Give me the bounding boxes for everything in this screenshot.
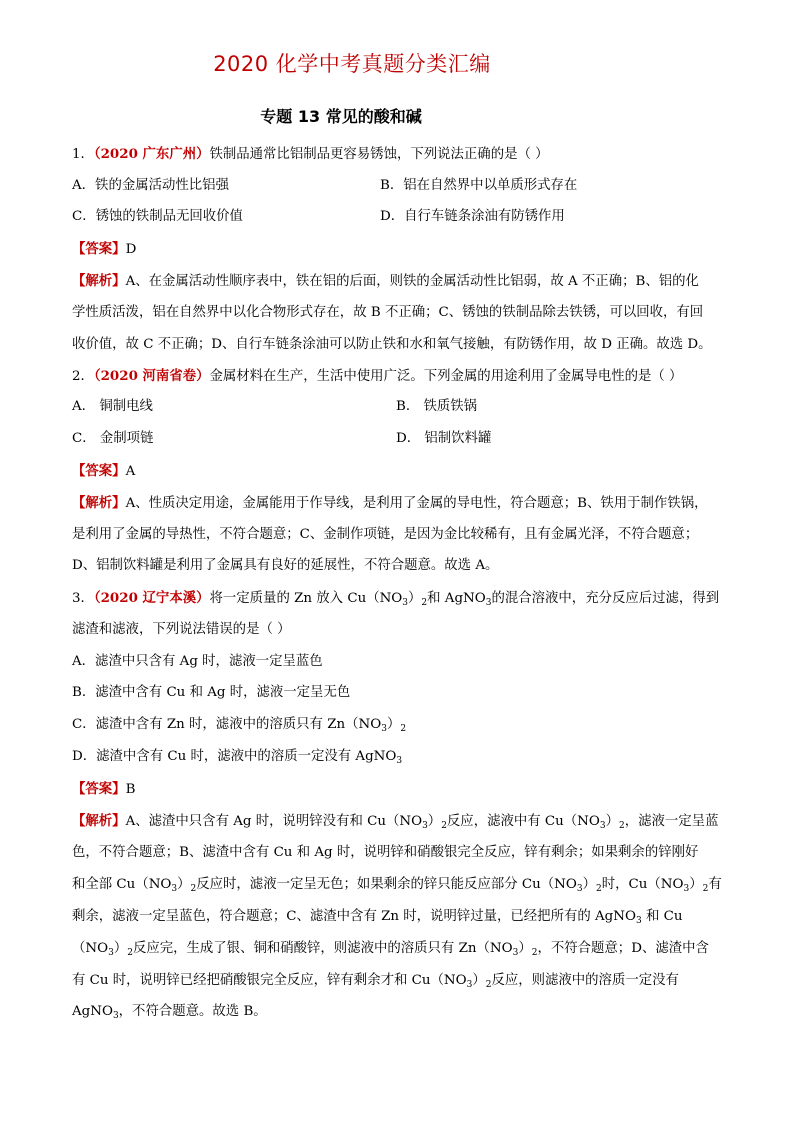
analysis-text: 有 Cu 时，说明锌已经把硝酸银完全反应，锌有剩余才和 Cu（NO	[72, 973, 467, 988]
q2-answer	[72, 462, 724, 481]
q1-analysis-line-3: 收价值，故 C 不正确；D、自行车链条涂油可以防止铁和水和氧气接触，有防锈作用，故 D 正确。故选 D。	[72, 337, 712, 352]
q1-answer	[72, 240, 724, 259]
question-text: 将一定质量的 Zn 放入 Cu（NO	[209, 591, 403, 606]
subscript: 3	[635, 916, 642, 926]
analysis-text: 反应完，生成了银、铜和硝酸锌，则滤液中的溶质只有 Zn（NO	[132, 941, 513, 956]
q1-analysis-line-1	[72, 272, 724, 291]
subscript: 2	[190, 884, 197, 894]
question-number: 3．	[72, 591, 94, 606]
subscript: 3	[381, 724, 387, 734]
answer-tag: 【答案】	[72, 781, 126, 797]
analysis-text: AgNO	[72, 1004, 113, 1019]
subscript: 3	[599, 821, 606, 831]
analysis-text: 反应，滤液中有 Cu（NO	[446, 814, 600, 829]
q3-answer	[72, 780, 724, 799]
question-number: 2．	[72, 369, 94, 384]
q2-option-c: C． 金制项链	[72, 431, 154, 446]
analysis-text: 有	[708, 877, 722, 892]
option-text: ）	[386, 717, 401, 732]
subscript: 2	[400, 724, 407, 734]
analysis-text: ）	[177, 877, 191, 892]
subscript: 3	[683, 884, 690, 894]
topic-subtitle: 专题 13 常见的酸和碱	[260, 107, 422, 126]
subscript: 3	[485, 598, 492, 608]
q2-analysis-line-2: 是利用了金属的导热性，不符合题意；C、金制作项链，是因为金比较稀有，且有金属光泽，不符合题意；	[72, 527, 699, 542]
analysis-text: ）	[427, 814, 442, 829]
subscript: 2	[619, 821, 625, 831]
analysis-tag: 【解析】	[72, 273, 126, 289]
q3-analysis-line-6	[72, 972, 724, 994]
subscript: 3	[576, 884, 583, 894]
q3-analysis-line-7	[72, 1003, 724, 1025]
q1-option-d: D．自行车链条涂油有防锈作用	[380, 209, 565, 224]
analysis-text: 和全部 Cu（NO	[72, 877, 172, 892]
subscript: 2	[441, 821, 447, 831]
q2-option-b: B． 铁质铁锅	[396, 399, 478, 414]
question-source: （2020 辽宁本溪）	[93, 590, 210, 606]
question-text: 的混合溶液中，充分反应后过滤，得到	[491, 591, 720, 606]
subscript: 2	[421, 598, 428, 608]
q3-option-d	[72, 748, 402, 770]
question-3-stem-line-2: 滤渣和滤液，下列说法错误的是（ ）	[72, 622, 291, 637]
subscript: 2	[485, 980, 492, 990]
q1-option-b: B．铝在自然界中以单质形式存在	[380, 178, 578, 193]
q3-analysis-line-1	[72, 812, 724, 835]
question-text: ）	[408, 591, 422, 606]
question-1-stem	[72, 145, 724, 164]
q2-analysis-line-1	[72, 494, 724, 513]
analysis-text: A、滤渣中只含有 Ag 时，说明锌没有和 Cu（NO	[125, 814, 423, 829]
analysis-text: A、性质决定用途，金属能用于作导线，是利用了金属的导电性，符合题意；B、铁用于制作铁锅，	[125, 496, 708, 511]
analysis-text: ，不符合题意；D、滤渣中含	[537, 941, 709, 956]
q1-analysis-line-2: 学性质活泼，铝在自然界中以化合物形式存在，故 B 不正确；C、锈蚀的铁制品除去铁锈，可以回收，有回	[72, 305, 704, 320]
analysis-text: ）	[689, 877, 703, 892]
subscript: 2	[531, 948, 538, 958]
subscript: 2	[702, 884, 709, 894]
question-text: 和 AgNO	[427, 591, 486, 606]
q1-option-a: A．铁的金属活动性比铝强	[72, 178, 229, 193]
analysis-text: ）	[582, 877, 596, 892]
question-text: 铁制品通常比铝制品更容易锈蚀，下列说法正确的是（ ）	[209, 147, 549, 162]
question-source: （2020 广东广州）	[93, 146, 210, 162]
question-2-stem	[72, 367, 724, 386]
analysis-text: ）	[113, 941, 128, 956]
subscript: 3	[402, 598, 409, 608]
answer-value: D	[125, 242, 137, 257]
q3-option-b: B．滤渣中含有 Cu 和 Ag 时，滤液一定呈无色	[72, 685, 351, 700]
analysis-text: ，不符合题意。故选 B。	[118, 1004, 267, 1019]
subscript: 2	[595, 884, 602, 894]
answer-value: A	[125, 464, 136, 479]
subscript: 3	[112, 1011, 119, 1021]
question-3-stem	[72, 589, 724, 612]
q3-analysis-line-4	[72, 908, 724, 930]
option-text: C．滤渣中含有 Zn 时，滤液中的溶质只有 Zn（NO	[72, 717, 382, 732]
q2-option-a: A． 铜制电线	[72, 399, 153, 414]
q1-option-c: C．锈蚀的铁制品无回收价值	[72, 209, 243, 224]
analysis-text: 时，Cu（NO	[601, 877, 684, 892]
subscript: 3	[171, 884, 178, 894]
subscript: 3	[108, 948, 114, 958]
question-number: 1．	[72, 147, 94, 162]
analysis-text: ）	[518, 941, 532, 956]
answer-value: B	[125, 782, 136, 797]
page-title: 2020 化学中考真题分类汇编	[213, 52, 491, 76]
q3-option-a: A．滤渣中只含有 Ag 时，滤液一定呈蓝色	[72, 654, 323, 669]
q3-option-c	[72, 716, 406, 738]
analysis-text: 剩余，滤液一定呈蓝色，符合题意；C、滤渣中含有 Zn 时，说明锌过量，已经把所有的 AgNO	[72, 909, 636, 924]
analysis-text: （NO	[72, 941, 109, 956]
subscript: 3	[512, 948, 519, 958]
q2-analysis-line-3: D、铝制饮料罐是利用了金属具有良好的延展性，不符合题意。故选 A。	[72, 558, 499, 573]
answer-tag: 【答案】	[72, 463, 126, 479]
subscript: 3	[396, 756, 403, 766]
analysis-text: 反应，则滤液中的溶质一定没有	[491, 973, 679, 988]
analysis-text: ）	[472, 973, 486, 988]
q3-analysis-line-3	[72, 876, 724, 898]
analysis-tag: 【解析】	[72, 813, 126, 829]
question-source: （2020 河南省卷）	[93, 368, 210, 384]
analysis-text: 反应时，滤液一定呈无色；如果剩余的锌只能反应部分 Cu（NO	[196, 877, 577, 892]
analysis-text: A、在金属活动性顺序表中，铁在铝的后面，则铁的金属活动性比铝弱，故 A 不正确；B、铝的化	[125, 274, 699, 289]
question-text: 金属材料在生产，生活中使用广泛。下列金属的用途利用了金属导电性的是（ ）	[209, 369, 683, 384]
q3-analysis-line-5	[72, 940, 724, 962]
subscript: 2	[127, 948, 133, 958]
q2-option-d: D． 铝制饮料罐	[396, 431, 492, 446]
analysis-text: 和 Cu	[641, 909, 683, 924]
q3-analysis-line-2: 色，不符合题意；B、滤渣中含有 Cu 和 Ag 时，说明锌和硝酸银完全反应，锌有剩余；如果剩余的锌刚好	[72, 845, 699, 860]
analysis-tag: 【解析】	[72, 495, 126, 511]
option-text: D．滤渣中含有 Cu 时，滤液中的溶质一定没有 AgNO	[72, 749, 397, 764]
answer-tag: 【答案】	[72, 241, 126, 257]
subscript: 3	[422, 821, 428, 831]
analysis-text: ）	[605, 814, 619, 829]
analysis-text: ，滤液一定呈蓝	[624, 814, 719, 829]
subscript: 3	[466, 980, 473, 990]
